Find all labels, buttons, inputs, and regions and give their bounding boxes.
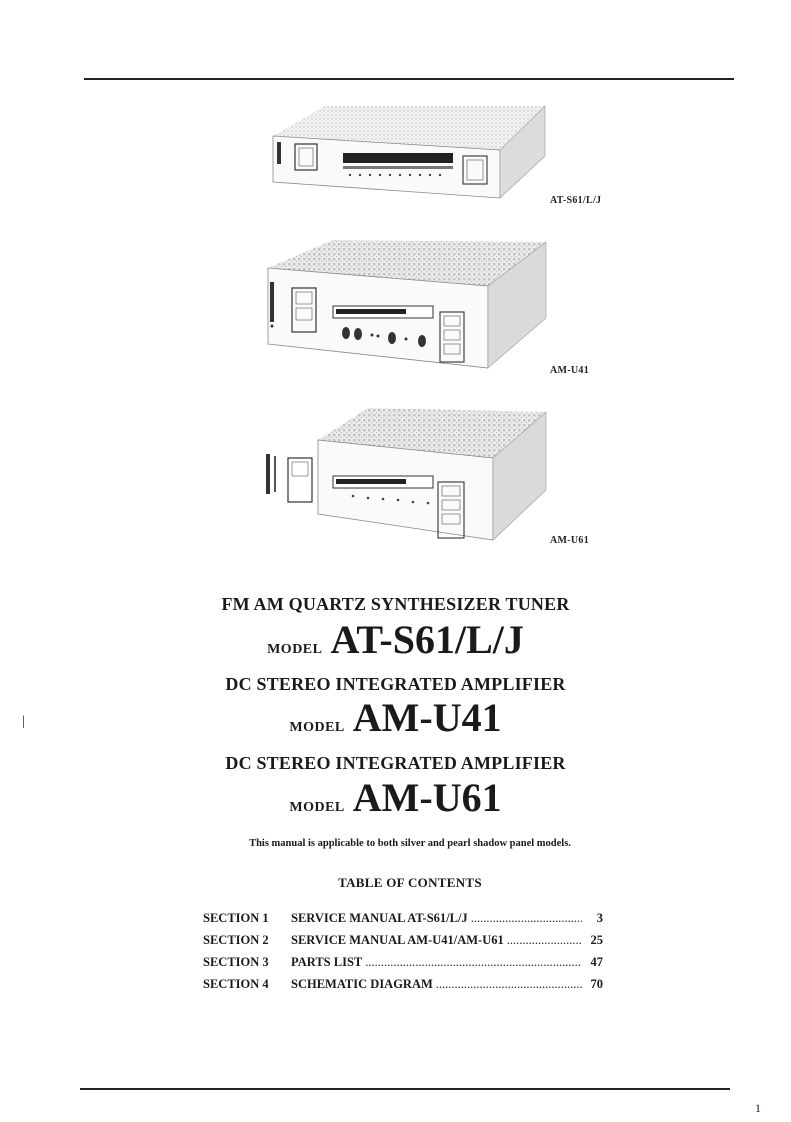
top-rule [84,78,734,80]
product-heading: DC STEREO INTEGRATED AMPLIFIER [225,674,566,694]
device-caption: AM-U61 [550,535,590,546]
page-number: 1 [755,1101,761,1115]
toc-entry-title: SERVICE MANUAL AM-U41/AM-U61 [291,933,504,947]
toc-row [203,911,603,933]
toc-leader-dots [507,933,582,948]
toc-section: SECTION 4 [203,977,269,991]
model-label: MODEL [267,642,323,657]
model-label: MODEL [289,720,345,735]
model-number: AM-U61 [352,775,502,820]
scan-mark: | [22,714,25,729]
toc-row [203,933,603,955]
bottom-rule [80,1088,730,1090]
model-number: AT-S61/L/J [330,617,524,662]
toc-page: 70 [590,977,603,991]
model-number: AM-U41 [352,695,502,740]
toc-entry-title: SERVICE MANUAL AT-S61/L/J [291,911,468,925]
tuner-device-illustration [255,98,550,203]
applicability-note: This manual is applicable to both silver and pearl shadow panel models. [249,838,571,849]
toc-page: 47 [590,955,603,969]
toc-entry-title: PARTS LIST [291,955,363,969]
model-line [0,616,791,663]
toc-section: SECTION 3 [203,955,269,969]
toc-leader-dots [471,911,582,926]
model-line [0,694,791,741]
table-of-contents [203,911,603,999]
product-heading: DC STEREO INTEGRATED AMPLIFIER [225,753,566,773]
device-caption: AT-S61/L/J [550,195,602,206]
toc-row [203,955,603,977]
product-heading: FM AM QUARTZ SYNTHESIZER TUNER [221,594,570,614]
amplifier-device-illustration [258,238,550,373]
amplifier-device-illustration [258,404,550,544]
toc-row [203,977,603,999]
toc-section: SECTION 1 [203,911,269,925]
toc-leader-dots [436,977,582,992]
toc-entry-title: SCHEMATIC DIAGRAM [291,977,433,991]
model-line [0,774,791,821]
toc-page: 3 [596,911,603,925]
model-label: MODEL [289,800,345,815]
device-caption: AM-U41 [550,365,590,376]
toc-leader-dots [365,955,582,970]
toc-section: SECTION 2 [203,933,269,947]
toc-page: 25 [590,933,603,947]
toc-title: TABLE OF CONTENTS [338,875,482,890]
